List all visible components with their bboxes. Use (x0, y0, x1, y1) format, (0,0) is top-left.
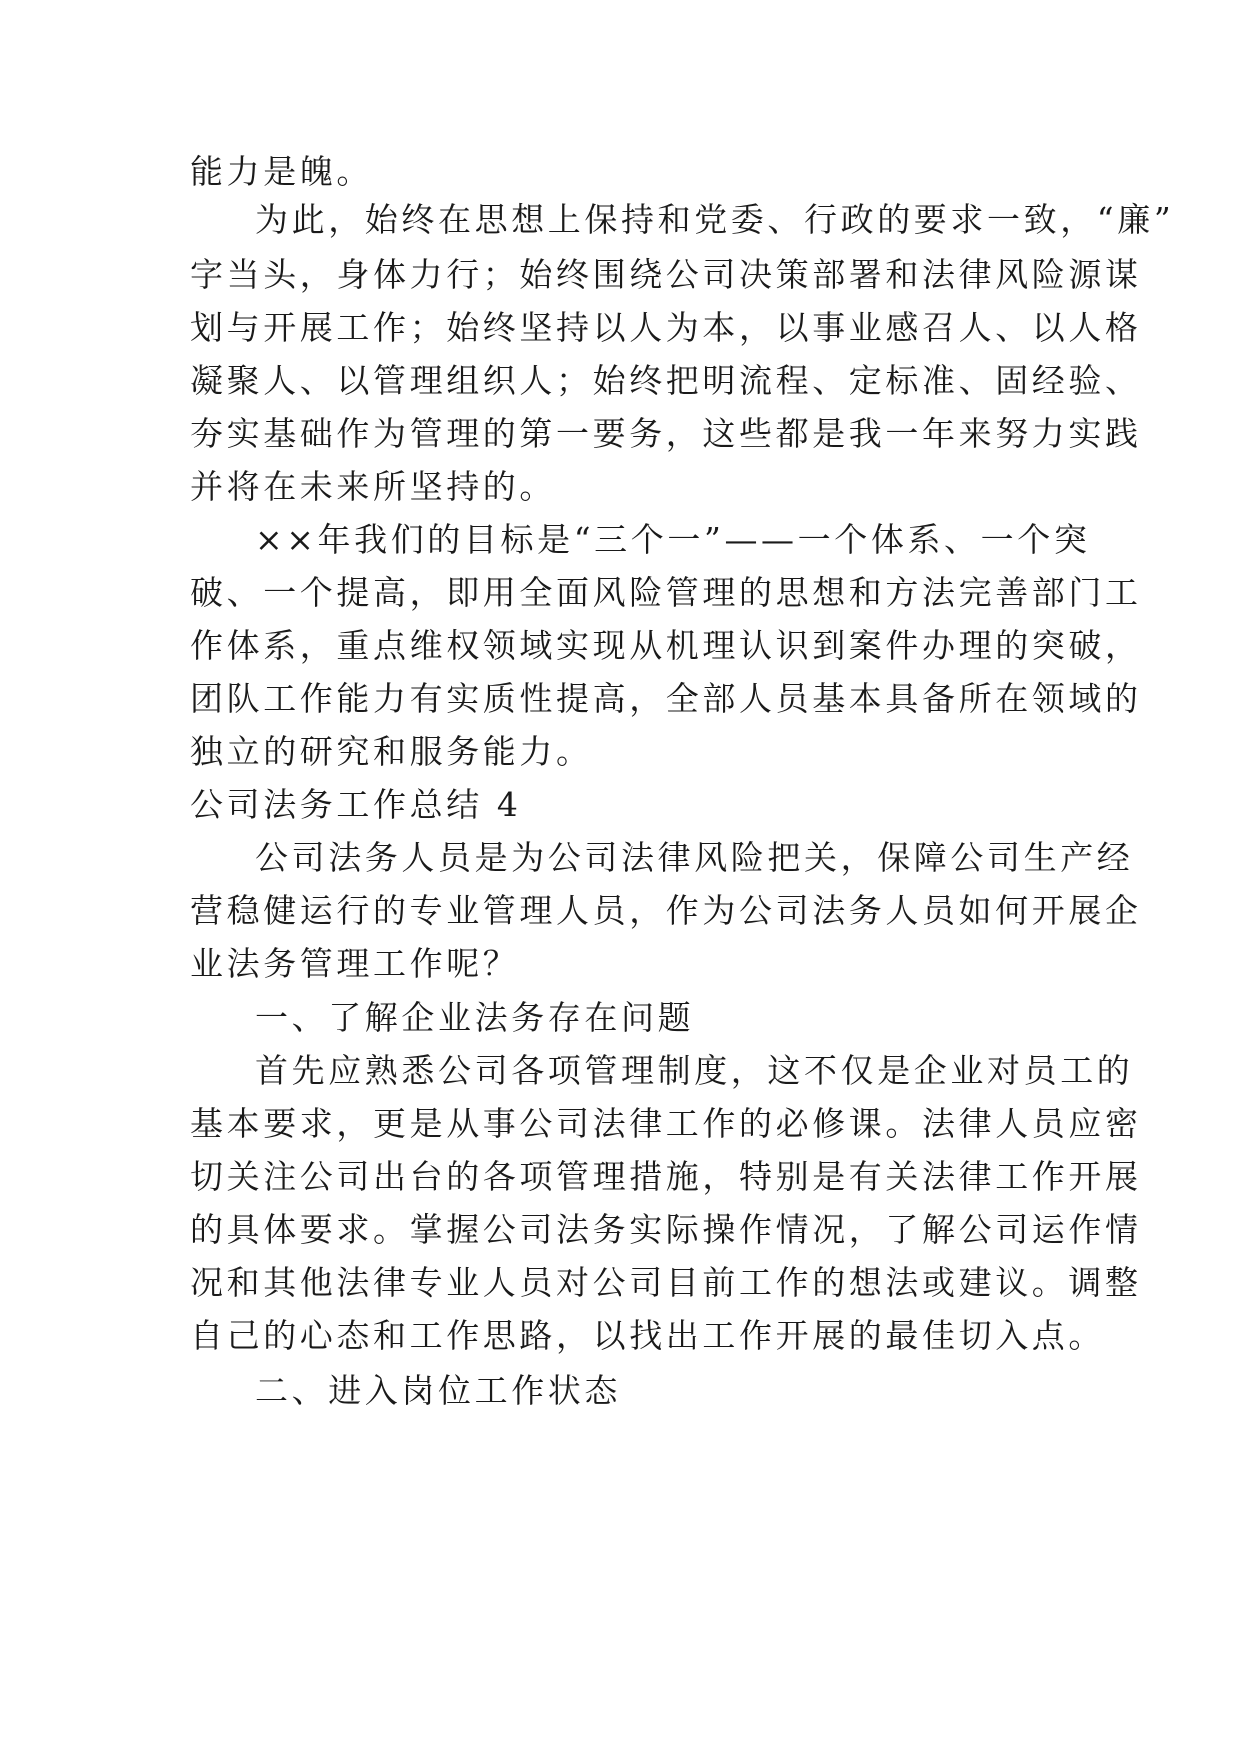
section-heading: 公司法务工作总结 4 (190, 785, 522, 824)
text-line: 划与开展工作；始终坚持以人为本，以事业感召人、以人格 (190, 308, 1142, 347)
subheading: 二、进入岗位工作状态 (255, 1371, 621, 1410)
text-line: 的具体要求。掌握公司法务实际操作情况，了解公司运作情 (190, 1210, 1142, 1249)
text-line: 自己的心态和工作思路，以找出工作开展的最佳切入点。 (190, 1316, 1105, 1355)
paragraph-start: 为此，始终在思想上保持和党委、行政的要求一致，“廉” (255, 200, 1175, 239)
text-line: 况和其他法律专业人员对公司目前工作的想法或建议。调整 (190, 1263, 1142, 1302)
text-line: 独立的研究和服务能力。 (190, 732, 593, 771)
text-line: 营稳健运行的专业管理人员，作为公司法务人员如何开展企 (190, 891, 1142, 930)
text-line: 基本要求，更是从事公司法律工作的必修课。法律人员应密 (190, 1104, 1142, 1143)
text-line: 能力是魄。 (190, 152, 373, 191)
text-line: 并将在未来所坚持的。 (190, 467, 556, 506)
subheading: 一、了解企业法务存在问题 (255, 998, 695, 1037)
text-line: 团队工作能力有实质性提高，全部人员基本具备所在领域的 (190, 679, 1142, 718)
paragraph-start: 公司法务人员是为公司法律风险把关，保障公司生产经 (255, 838, 1134, 877)
text-line: 破、一个提高，即用全面风险管理的思想和方法完善部门工 (190, 573, 1142, 612)
text-line: 夯实基础作为管理的第一要务，这些都是我一年来努力实践 (190, 414, 1142, 453)
text-line: 字当头，身体力行；始终围绕公司决策部署和法律风险源谋 (190, 255, 1142, 294)
text-line: 凝聚人、以管理组织人；始终把明流程、定标准、固经验、 (190, 361, 1142, 400)
text-line: 作体系，重点维权领域实现从机理认识到案件办理的突破， (190, 626, 1142, 665)
paragraph-start: ××年我们的目标是“三个一”——一个体系、一个突 (255, 520, 1091, 559)
text-line: 业法务管理工作呢？ (190, 944, 520, 983)
paragraph-start: 首先应熟悉公司各项管理制度，这不仅是企业对员工的 (255, 1051, 1134, 1090)
text-line: 切关注公司出台的各项管理措施，特别是有关法律工作开展 (190, 1157, 1142, 1196)
